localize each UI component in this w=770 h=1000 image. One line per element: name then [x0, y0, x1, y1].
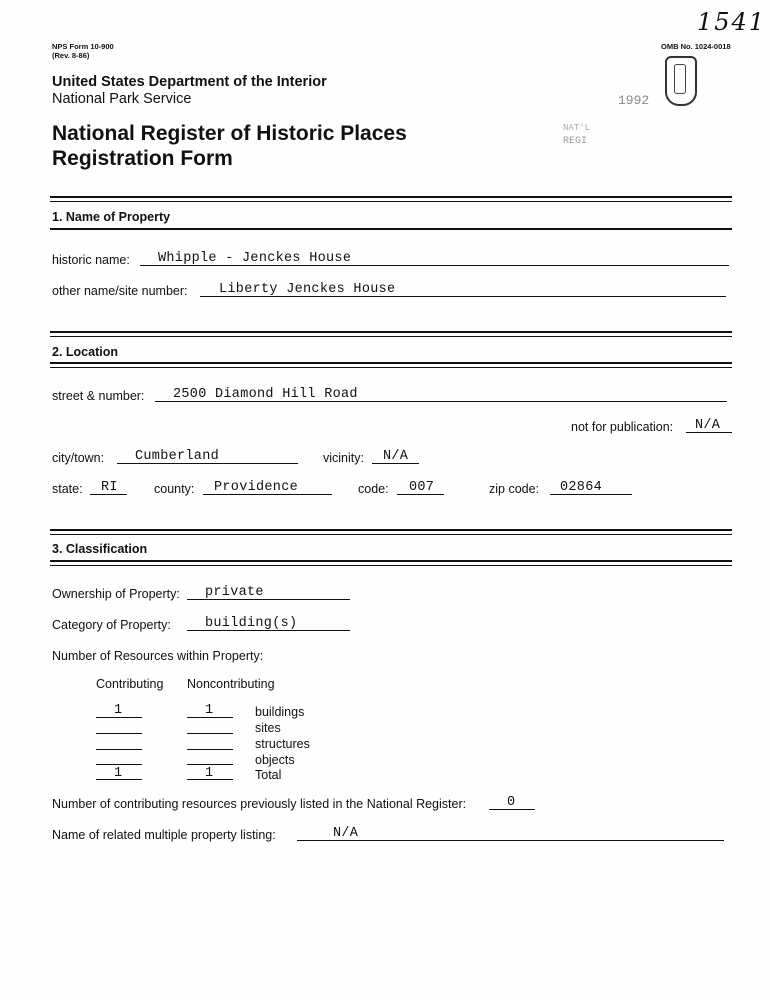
other-name-underline	[200, 296, 726, 297]
state-label: state:	[52, 482, 83, 496]
noncontributing-count: 1	[205, 703, 214, 718]
not-for-publication-value: N/A	[695, 418, 721, 433]
section-divider	[50, 529, 732, 535]
ownership-underline	[187, 599, 350, 600]
count-underline	[96, 733, 142, 734]
historic-name-value: Whipple - Jenckes House	[158, 251, 352, 266]
resource-type-label: objects	[255, 753, 295, 767]
state-value: RI	[101, 480, 118, 495]
form-title-line2: Registration Form	[52, 147, 233, 170]
section-divider	[50, 196, 732, 202]
contributing-total: 1	[114, 766, 123, 781]
count-underline	[187, 779, 233, 780]
historic-name-underline	[140, 265, 729, 266]
department-name: United States Department of the Interior	[52, 74, 327, 90]
form-revision: (Rev. 8-86)	[52, 51, 90, 60]
other-name-value: Liberty Jenckes House	[219, 282, 396, 297]
count-underline	[96, 749, 142, 750]
count-underline	[96, 779, 142, 780]
received-stamp	[665, 56, 697, 106]
county-value: Providence	[214, 480, 299, 495]
vicinity-underline	[372, 463, 419, 464]
resource-type-label: structures	[255, 737, 310, 751]
multiple-listing-underline	[297, 840, 724, 841]
county-underline	[203, 494, 332, 495]
vicinity-label: vicinity:	[323, 451, 364, 465]
contributing-count: 1	[114, 703, 123, 718]
category-underline	[187, 630, 350, 631]
city-label: city/town:	[52, 451, 105, 465]
handwritten-number: 1541	[697, 8, 767, 36]
zip-value: 02864	[560, 480, 603, 495]
county-label: county:	[154, 482, 195, 496]
vicinity-value: N/A	[383, 449, 409, 464]
count-underline	[187, 717, 233, 718]
resource-type-label: Total	[255, 768, 282, 782]
section3-heading: 3. Classification	[52, 542, 148, 556]
not-for-publication-label: not for publication:	[571, 420, 674, 434]
section1-heading: 1. Name of Property	[52, 210, 171, 224]
stamp-text-fragment: 1992	[618, 93, 650, 108]
previously-listed-underline	[489, 809, 535, 810]
previously-listed-value: 0	[507, 795, 516, 810]
count-underline	[187, 733, 233, 734]
stamp-text-fragment: NAT'L	[563, 123, 591, 133]
count-underline	[96, 717, 142, 718]
ownership-value: private	[205, 585, 264, 600]
count-underline	[187, 764, 233, 765]
contributing-column-header: Contributing	[96, 677, 164, 691]
resource-type-label: sites	[255, 721, 281, 735]
historic-name-label: historic name:	[52, 253, 130, 267]
noncontributing-total: 1	[205, 766, 214, 781]
city-value: Cumberland	[135, 449, 220, 464]
resources-label: Number of Resources within Property:	[52, 649, 264, 663]
ownership-label: Ownership of Property:	[52, 587, 180, 601]
code-underline	[397, 494, 444, 495]
code-label: code:	[358, 482, 389, 496]
multiple-listing-value: N/A	[333, 826, 359, 841]
other-name-label: other name/site number:	[52, 284, 188, 298]
section-divider	[50, 362, 732, 368]
form-title-line1: National Register of Historic Places	[52, 122, 407, 145]
zip-label: zip code:	[489, 482, 540, 496]
street-label: street & number:	[52, 389, 145, 403]
city-underline	[117, 463, 298, 464]
section-divider	[50, 331, 732, 337]
omb-number: OMB No. 1024-0018	[661, 42, 731, 51]
section2-heading: 2. Location	[52, 345, 118, 359]
previously-listed-label: Number of contributing resources previously listed in the National Register:	[52, 797, 467, 811]
count-underline	[187, 749, 233, 750]
state-underline	[90, 494, 127, 495]
category-value: building(s)	[205, 616, 298, 631]
multiple-listing-label: Name of related multiple property listing:	[52, 828, 276, 842]
zip-underline	[550, 494, 632, 495]
resource-type-label: buildings	[255, 705, 305, 719]
stamp-text-fragment: REGI	[563, 136, 588, 147]
category-label: Category of Property:	[52, 618, 171, 632]
code-value: 007	[409, 480, 435, 495]
street-value: 2500 Diamond Hill Road	[173, 387, 358, 402]
count-underline	[96, 764, 142, 765]
agency-name: National Park Service	[52, 91, 192, 107]
section-divider	[50, 228, 732, 230]
noncontributing-column-header: Noncontributing	[187, 677, 275, 691]
form-number: NPS Form 10-900	[52, 42, 114, 51]
section-divider	[50, 560, 732, 566]
street-underline	[155, 401, 727, 402]
not-for-publication-underline	[686, 432, 732, 433]
